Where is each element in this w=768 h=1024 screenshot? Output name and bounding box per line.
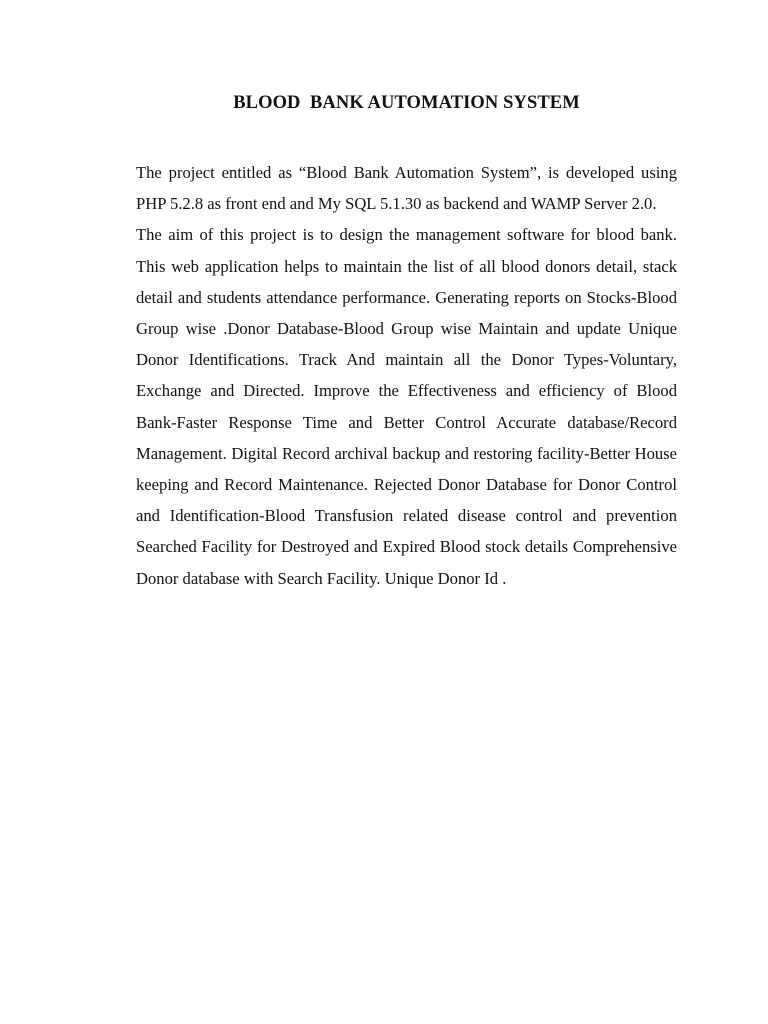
aim-paragraph: The aim of this project is to design the management software for blood bank. This web application helps to maintain the list of all blood donors detail, stack detail and students attendance performance. Generating reports on Stocks-Blood Group wise .Donor Database-Blood Group wise Maintain and update Unique Donor Identifications. Track And maintain all the Donor Types-Voluntary, Exchange and Directed. Improve the Effectiveness and efficiency of Blood Bank-Faster Response Time and Better Control Accurate database/Record Management. Digital Record archival backup and restoring facility-Better House keeping and Record Maintenance. Rejected Donor Database for Donor Control and Identification-Blood Transfusion related disease control and prevention Searched Facility for Destroyed and Expired Blood stock details Comprehensive Donor database with Search Facility. Unique Donor Id . — [136, 225, 677, 588]
document-body — [136, 157, 677, 594]
document-title: BLOOD BANK AUTOMATION SYSTEM — [233, 93, 580, 113]
intro-paragraph: The project entitled as “Blood Bank Automation System”, is developed using PHP 5.2.8 as front end and My SQL 5.1.30 as backend and WAMP Server 2.0. — [136, 163, 677, 214]
